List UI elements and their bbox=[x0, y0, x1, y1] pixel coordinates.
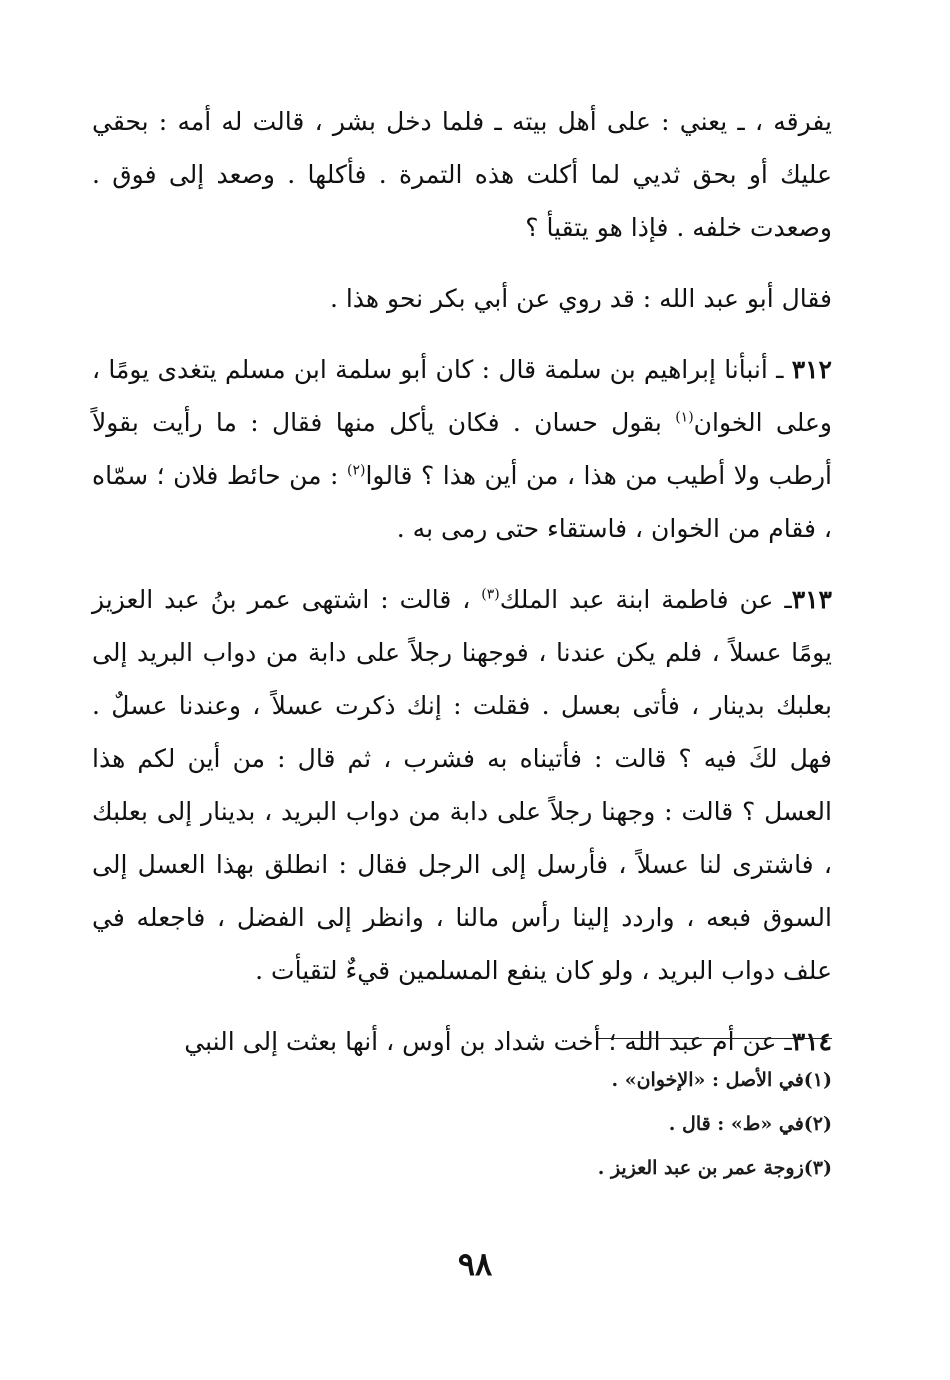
footnote-divider bbox=[596, 1038, 832, 1039]
footnotes bbox=[92, 1058, 832, 1190]
paragraph-number: ٣١٤ bbox=[791, 1027, 832, 1056]
paragraph-text: ، قالت : اشتهى عمر بنُ عبد العزيز يومًا عسلاً ، فلم يكن عندنا ، فوجهنا رجلاً على دابة من دواب البريد إلى بعلبك بدينار ، فأتى بعسل . فقلت : إنك ذكرت عسلاً ، وعندنا عسلٌ . فهل لكَ فيه ؟ قالت : فأتيناه به فشرب ، ثم قال : من أين لكم هذا العسل ؟ قالت : وجهنا رجلاً على دابة من دواب البريد ، بدينار إلى بعلبك ، فاشترى لنا عسلاً ، فأرسل إلى الرجل فقال : انطلق بهذا العسل إلى السوق فبعه ، واردد إلينا رأس مالنا ، وانظر إلى الفضل ، فاجعله في علف دواب البريد ، ولو كان ينفع المسلمين قيءٌ لتقيأت . bbox=[92, 585, 832, 985]
paragraph-text: فقال أبو عبد الله : قد روي عن أبي بكر نحو هذا . bbox=[329, 284, 832, 313]
paragraph-remark bbox=[92, 272, 832, 325]
paragraph-number: ٣١٣ bbox=[791, 585, 832, 614]
paragraph-text: يفرقه ، ـ يعني : على أهل بيته ـ فلما دخل بشر ، قالت له أمه : بحقي عليك أو بحق ثديي لما أكلت هذه التمرة . فأكلها . وصعد إلى فوق . وصعدت خلفه . فإذا هو يتقيأ ؟ bbox=[92, 107, 832, 242]
paragraph-text: : من حائط فلان ؛ سمّاه ، فقام من الخوان ، فاستقاء حتى رمى به . bbox=[92, 461, 832, 543]
paragraph-313 bbox=[92, 573, 832, 997]
footnote-ref-2: (٢) bbox=[346, 462, 366, 479]
paragraph-text: بقول حسان . فكان يأكل منها فقال : ما رأيت بقولاً أرطب ولا أطيب من هذا ، من أين هذا ؟ قالوا bbox=[92, 408, 832, 490]
paragraph-continuation bbox=[92, 95, 832, 254]
page-number: ٩٨ bbox=[457, 1245, 493, 1283]
paragraph-text: ـ عن فاطمة ابنة عبد الملك bbox=[499, 585, 792, 614]
footnote-ref-3: (٣) bbox=[481, 586, 500, 603]
main-text bbox=[92, 95, 832, 1086]
footnote-3: (٣)زوجة عمر بن عبد العزيز . bbox=[597, 1157, 832, 1179]
footnote-2: (٢)في «ط» : قال . bbox=[668, 1113, 832, 1135]
paragraph-text: ـ عن أم عبد الله ؛ أخت شداد بن أوس ، أنها بعثت إلى النبي bbox=[184, 1027, 792, 1056]
paragraph-312 bbox=[92, 343, 832, 555]
paragraph-text: ـ أنبأنا إبراهيم بن سلمة قال : كان أبو سلمة ابن مسلم يتغدى يومًا ، وعلى الخوان bbox=[92, 355, 832, 437]
footnote-1: (١)في الأصل : «الإخوان» . bbox=[611, 1069, 832, 1091]
footnote-ref-1: (١) bbox=[675, 409, 694, 426]
paragraph-number: ٣١٢ bbox=[791, 355, 832, 384]
